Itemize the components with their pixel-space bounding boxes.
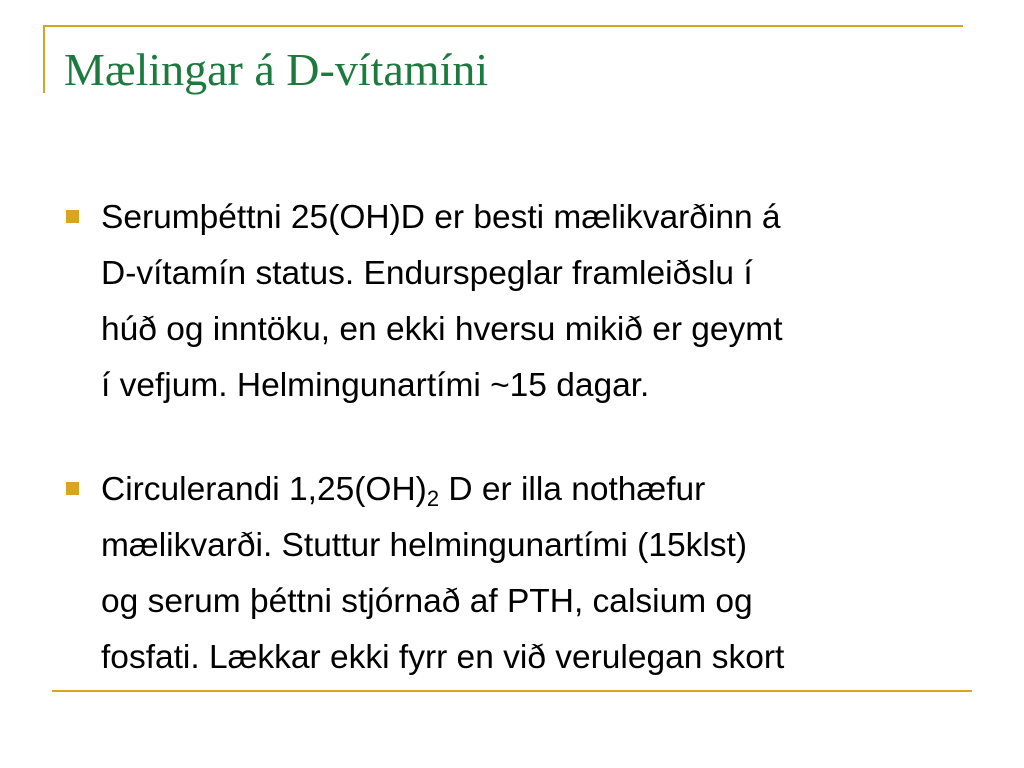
subscript: 2	[426, 486, 440, 511]
frame-bottom-rule	[52, 690, 972, 692]
bullet-list	[64, 190, 984, 686]
bullet-line: fosfati. Lækkar ekki fyrr en við verulegan skort	[101, 639, 785, 676]
bullet-line: mælikvarði. Stuttur helmingunartími (15klst)	[101, 527, 748, 564]
bullet-text	[101, 462, 984, 686]
bullet-item-2	[64, 462, 984, 686]
bullet-line	[101, 462, 984, 518]
bullet-text	[101, 190, 984, 414]
bullet-line: húð og inntöku, en ekki hversu mikið er geymt	[101, 311, 783, 348]
bullet-line-suffix: D er illa nothæfur	[439, 471, 706, 508]
frame-left-rule	[43, 25, 45, 93]
bullet-line: í vefjum. Helmingunartími ~15 dagar.	[101, 367, 650, 404]
square-bullet-icon	[66, 210, 79, 223]
bullet-line-prefix: Circulerandi 1,25(OH)	[101, 471, 427, 508]
bullet-line: og serum þéttni stjórnað af PTH, calsium og	[101, 583, 753, 620]
slide-title: Mælingar á D-vítamíni	[64, 44, 489, 95]
frame-top-rule	[43, 25, 963, 27]
bullet-line: Serumþéttni 25(OH)D er besti mælikvarðinn á	[101, 199, 781, 236]
bullet-item-1	[64, 190, 984, 414]
bullet-line: D-vítamín status. Endurspeglar framleiðslu í	[101, 255, 753, 292]
square-bullet-icon	[66, 482, 79, 495]
